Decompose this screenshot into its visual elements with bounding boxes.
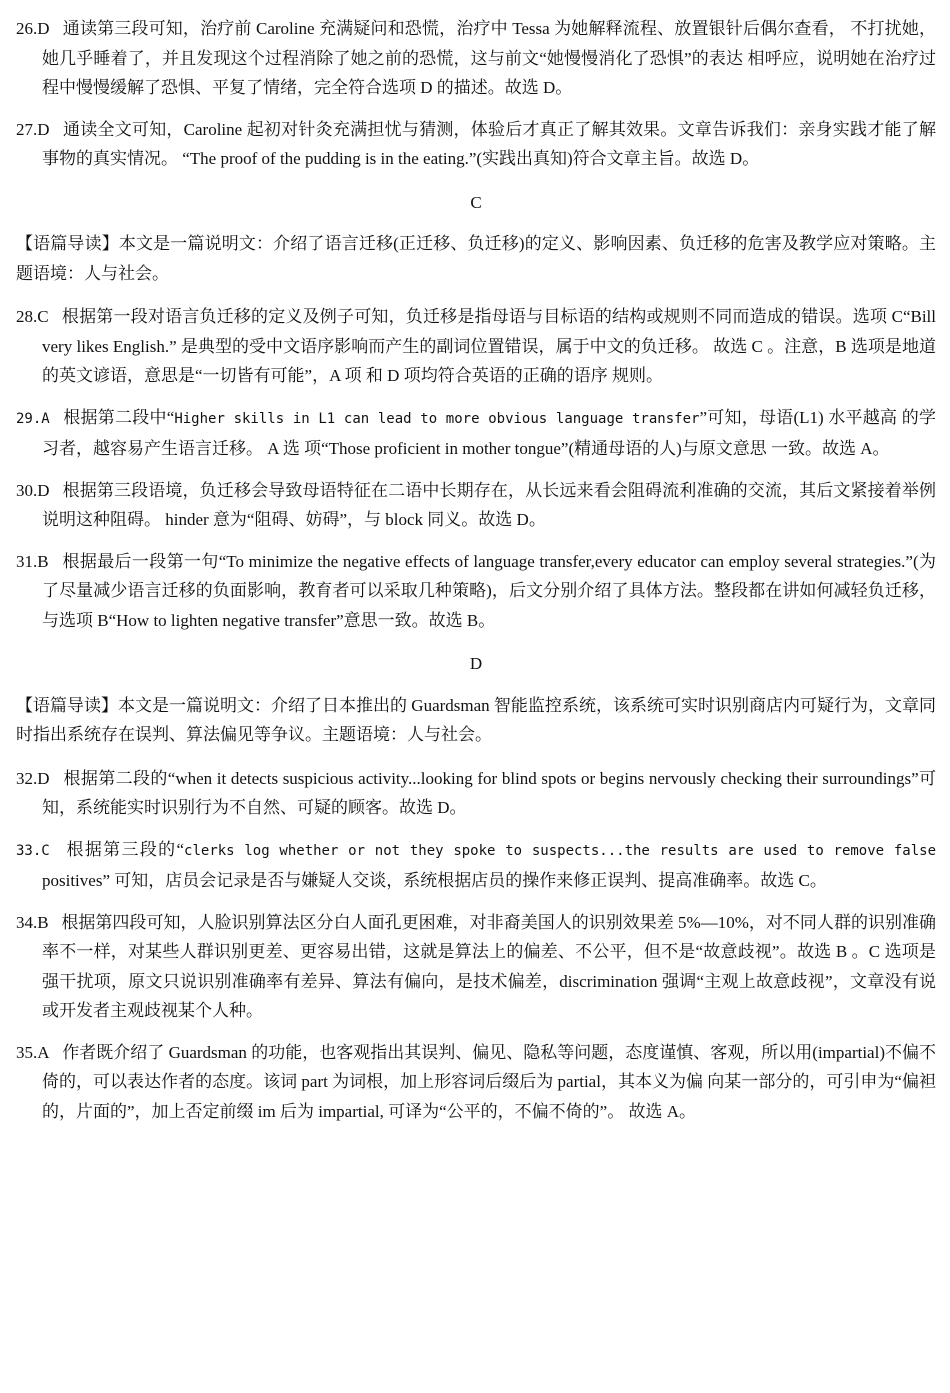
answer-number: 26.D: [16, 19, 50, 38]
answer-item-32: [16, 764, 936, 823]
answer-explanation: 作者既介绍了 Guardsman 的功能，也客观指出其误判、偏见、隐私等问题，态度谨慎、客观，所以用(impartial)不偏不倚的，可以表达作者的态度。该词 part 为词根，加上形容词后缀后为 partial，其本义为偏 向某一部分的，可引申为“偏袒的，片面的”，加上否定前缀 im 后为 impartial, 可译为“公平的，不偏不倚的”。 故选 A。: [42, 1042, 936, 1121]
section-heading-c: C: [470, 192, 482, 212]
answer-number: 35.A: [16, 1042, 50, 1062]
answer-item-30: [16, 476, 936, 535]
guide-tag: 【语篇导读】: [16, 695, 119, 715]
answer-explanation: 通读全文可知，Caroline 起初对针灸充满担忧与猜测，体验后才真正了解其效果。文章告诉我们：亲身实践才能了解事物的真实情况。 “The proof of the pudding is in the eating.”(实践出真知)符合文章主旨。故选 D。: [42, 119, 936, 168]
answer-item-33: [16, 835, 936, 896]
answer-number: 34.B: [16, 912, 49, 932]
answer-item-26: [16, 14, 936, 103]
answer-explanation-rest: positives” 可知，店员会记录是否与嫌疑人交谈，系统根据店员的操作来修正误判、提高准确率。故选 C。: [42, 871, 827, 890]
quoted-source-text: clerks log whether or not they spoke to suspects...the results are used to remove false: [184, 842, 936, 859]
quoted-source-text: Higher skills in L1 can lead to more obvious language transfer: [174, 410, 700, 427]
answer-item-35: [16, 1038, 936, 1127]
answer-number: 27.D: [16, 119, 50, 139]
answer-explanation: 根据第二段的“when it detects suspicious activity...looking for blind spots or begins nervously checking their surroundings”可知，系统能实时识别行为不自然、可疑的顾客。故选 D。: [42, 768, 937, 817]
reading-guide-d: [16, 691, 936, 750]
answer-explanation: 根据最后一段第一句“To minimize the negative effects of language transfer,every educator can employ several strategies.”(为了尽量减少语言迁移的负面影响，教育者可以采取几种策略)，后文分别介绍了具体方法。整段都在讲如何减轻负迁移，与选项 B“How to lighten negative transfer”意思一致。故选 B。: [42, 551, 936, 630]
answer-number: 28.C: [16, 307, 49, 326]
answer-explanation: 根据第一段对语言负迁移的定义及例子可知，负迁移是指母语与目标语的结构或规则不同而造成的错误。选项 C“Bill very likes English.” 是典型的受中文语序影响而产生的副词位置错误，属于中文的负迁移。 故选 C 。注意，B 选项是地道的英文谚语，意思是“一切皆有可能”，A 项 和 D 项均符合英语的正确的语序 规则。: [42, 307, 937, 385]
answer-explanation: 根据第三段语境，负迁移会导致母语特征在二语中长期存在，从长远来看会阻碍流利准确的交流，其后文紧接着举例说明这种阻碍。 hinder 意为“阻碍、妨碍”，与 block 同义。故选 D。: [42, 480, 937, 529]
guide-text: 本文是一篇说明文：介绍了日本推出的 Guardsman 智能监控系统，该系统可实时识别商店内可疑行为，文章同时指出系统存在误判、算法偏见等争议。主题语境：人与社会。: [16, 695, 936, 744]
answer-explanation-lead: 根据第三段的“: [66, 839, 185, 859]
answer-item-29: [16, 403, 936, 464]
answer-number: 31.B: [16, 551, 49, 571]
answer-explanation: 根据第四段可知，人脸识别算法区分白人面孔更困难，对非裔美国人的识别效果差 5%—10%，对不同人群的识别准确率不一样，对某些人群识别更差、更容易出错，这就是算法上的偏差、不公平，但不是“故意歧视”。故选 B 。C 选项是强干扰项，原文只说识别准确率有差异、算法有偏向，是技术偏差，discrimination 强调“主观上故意歧视”，文章没有说 或开发者主观歧视某个人种。: [42, 912, 937, 1020]
answer-item-34: [16, 908, 936, 1026]
guide-tag: 【语篇导读】: [16, 234, 119, 253]
guide-text: 本文是一篇说明文：介绍了语言迁移(正迁移、负迁移)的定义、影响因素、负迁移的危害及教学应对策略。主题语境：人与社会。: [16, 234, 936, 283]
answer-item-31: [16, 547, 936, 636]
answer-number: 30.D: [16, 480, 50, 500]
answer-item-28: [16, 302, 936, 391]
answer-key-page: [16, 14, 936, 1126]
section-heading-d: D: [469, 654, 483, 673]
answer-number: 29.A: [16, 410, 50, 427]
answer-explanation-lead: 根据第二段中“: [63, 407, 175, 427]
answer-explanation-rest: ”可知，母语(L1) 水平越高 的学习者，越容易产生语言迁移。 A 选 项“Those proficient in mother tongue”(精通母语的人)与原文意思 一致。故选 A。: [42, 407, 936, 458]
answer-number: 33.C: [16, 842, 50, 859]
answer-number: 32.D: [16, 768, 50, 788]
reading-guide-c: [16, 229, 936, 288]
answer-explanation: 通读第三段可知，治疗前 Caroline 充满疑问和恐慌，治疗中 Tessa 为她解释流程、放置银针后偶尔查看， 不打扰她，她几乎睡着了，并且发现这个过程消除了她之前的恐慌，这与前文“她慢慢消化了恐惧”的表达 相呼应，说明她在治疗过程中慢慢缓解了恐惧、平复了情绪，完全符合选项 D 的描述。故选 D。: [42, 19, 936, 97]
answer-item-27: [16, 115, 936, 174]
